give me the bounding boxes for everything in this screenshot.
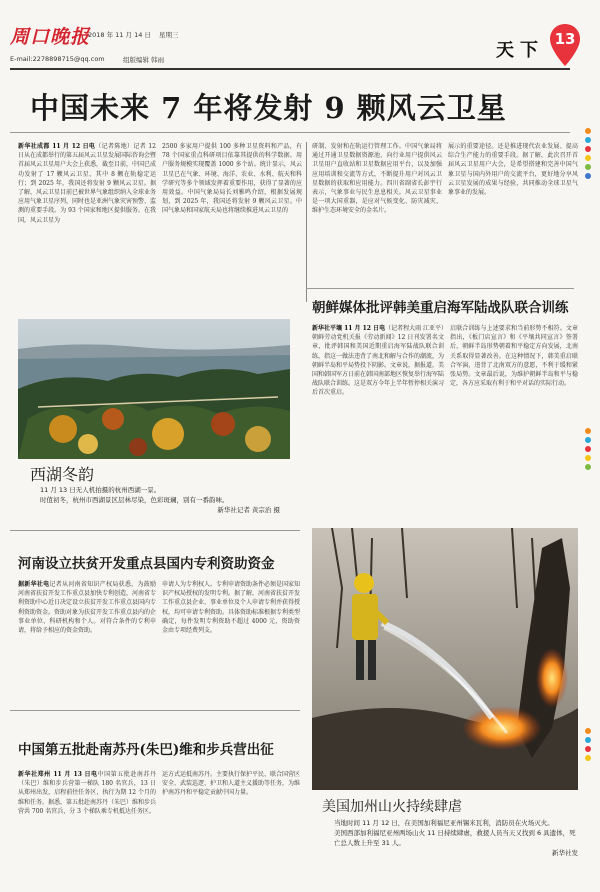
peacekeeping-text-2: 运方式运抵南苏丹。主要执行保护平民、联合国营区安全、武装巡逻、护卫和人道主义援助等任务，为维护南苏丹和平稳定贡献中国力量。 <box>162 771 300 797</box>
westlake-caption-1: 11 月 13 日无人机拍摄的杭州西湖一景。 <box>40 486 161 494</box>
masthead-logo: 周口晚报 <box>10 26 91 48</box>
wildfire-title: 美国加州山火持续肆虐 <box>322 799 462 815</box>
westlake-caption-2: 时值初冬，杭州市西湖景区层林尽染，色彩斑斓，别有一番韵味。 <box>40 496 229 504</box>
westlake-photo <box>18 319 290 459</box>
henan-text-2: 申请人为专利权人。专利申请资助条件必须是国家知识产权局授权的发明专利。据了解，河南省扶贫开发工作重点县企业、事业单位及个人申请专利并获得授权，均可申请专利资助。具体资助标准根据专利类型确定，每件发明专利资助不超过 4000 元，资助资金由专项经费列支。 <box>162 581 300 635</box>
lead-col-4 <box>448 142 578 284</box>
email-text: E-mail:2278898715@qq.com <box>10 55 105 63</box>
page-number: 13 <box>554 30 576 48</box>
peacekeeping-headline: 中国第五批赴南苏丹(朱巴)维和步兵营出征 <box>18 742 274 758</box>
decor-dot <box>585 446 591 452</box>
lead-col-1 <box>18 142 156 312</box>
henan-text-1: 记者从河南省知识产权局获悉，为鼓励河南省扶贫开发工作重点县加快专利创造，河南省专利资助中心近日决定设立扶贫开发工作重点县国内专利资助资金。资助对象为扶贫开发工作重点县内的企事业单位、科研机构和个人。对符合条件的专利申请，将给予相应的资金资助。 <box>18 581 156 635</box>
henan-col-2 <box>162 580 300 690</box>
korea-rule <box>306 288 574 289</box>
peacekeeping-rule <box>10 710 300 711</box>
korea-dateline: 新华社平壤 11 月 12 日电 <box>312 325 386 332</box>
section-title: 天下 <box>496 40 544 61</box>
decor-dot <box>585 137 591 143</box>
lead-col-3 <box>312 142 442 284</box>
decor-dot <box>585 437 591 443</box>
decor-dot <box>585 173 591 179</box>
decor-dot <box>585 455 591 461</box>
peacekeeping-col-1 <box>18 770 156 870</box>
col-divider <box>306 142 307 302</box>
peacekeeping-col-2 <box>162 770 300 870</box>
wildfire-caption <box>334 818 578 858</box>
lead-rule <box>10 132 570 133</box>
lead-headline: 中国未来 7 年将发射 9 颗风云卫星 <box>30 91 507 125</box>
decor-dot <box>585 164 591 170</box>
westlake-credit: 新华社记者 黄宗治 摄 <box>217 506 280 514</box>
decor-dot <box>585 155 591 161</box>
henan-dateline: 据新华社电 <box>18 581 50 588</box>
korea-text-2: 启联合训练与上述要求和当前形势不相符。文章指出，《板门店宣言》和《平壤共同宣言》签署后，朝鲜半岛形势朝着和平稳定方向发展，北南关系取得显著改善。在这种情况下，韩美重启联合军演，违背了北南双方的意愿，不利于缓和紧张局势。文章最后说，为维护朝鲜半岛和平与稳定，各方应采取有利于和平对话的实际行动。 <box>450 325 578 388</box>
westlake-title: 西湖冬韵 <box>30 465 95 484</box>
peacekeeping-text-1: 中国第五批赴南苏丹（朱巴）维和步兵营第一梯队 180 名官兵，13 日从郑州出发，启程前往任务区，执行为期 12 个月的维和任务。据悉，第五批赴南苏丹（朱巴）维和步兵营共 700 名官兵，分 3 个梯队乘专机抵达任务区。 <box>18 771 156 815</box>
header-rule <box>10 68 570 70</box>
korea-col-2 <box>450 324 578 524</box>
henan-rule <box>10 530 300 531</box>
westlake-caption <box>40 485 290 515</box>
decor-dot <box>585 728 591 734</box>
decor-dot <box>585 146 591 152</box>
lead-text-4: 展示的重要途径。还是推进现代农业发展、提高综合生产能力的重要手段。据了解，此次召开首届风云卫星用户大会，是希望搭建和完善中国气象卫星与国内外用户的交流平台，更好地分享风云卫星发展的成果与经验，共同推动全球卫星气象事业的发展。 <box>448 143 578 197</box>
korea-headline: 朝鲜媒体批评韩美重启海军陆战队联合训练 <box>312 300 569 316</box>
korea-col-1 <box>312 324 444 524</box>
issue-date <box>88 30 179 39</box>
lead-col-2 <box>162 142 302 312</box>
weekday-text: 星期三 <box>159 31 179 39</box>
wildfire-photo <box>312 528 578 790</box>
date-text: 2018 年 11 月 14 日 <box>88 31 151 39</box>
decor-dot <box>585 464 591 470</box>
wildfire-caption-1: 当地时间 11 月 12 日，在美国加利福尼亚州锡米瓦利，消防员在火场灭火。 <box>334 819 554 827</box>
lead-dateline: 新华社成都 11 月 12 日电 <box>18 143 96 150</box>
decor-dot <box>585 746 591 752</box>
decor-dot <box>585 428 591 434</box>
decor-dot <box>585 128 591 134</box>
lead-text-2: 2500 多家用户提供 100 多种卫星资料和产品，有 78 个国家重点科研项目依靠其提供的科学数据。用户服务规模实现覆盖 1000 多个站。统计显示，风云卫星已在气象、环境、海洋、农业、水利、航天和科学研究等多个领域发挥着重要作用，获得了显著的应用效益。中国气象局局长刘雅鸣介绍，根据发展规划，到 2025 年，我国还将发射 9 颗风云卫星。中国气象局和国家航天局也将继续推进风云卫星的 <box>162 143 302 215</box>
wildfire-caption-2: 美国西部加利福尼亚州两场山火 11 日持续肆虐，救援人员当天又找到 6 具遗体，死亡总人数上升至 31 人。 <box>334 829 576 847</box>
henan-headline: 河南设立扶贫开发重点县国内专利资助资金 <box>18 556 275 572</box>
lead-text-1: （记者陈地）记者 12 日从在成都举行的第五届风云卫星发展国际咨询会暨首届风云卫星用户大会上获悉，截至目前，中国已成功发射了 17 颗风云卫星，其中 8 颗在轨稳定运行；到 2025 年，我国还将发射 9 颗风云卫星。据了解，风云卫星目前已被世界气象组织纳入全球业务应用气象卫星序列，同时也是亚洲气象灾害预警、监测的重要手段。为 93 个国家和地区提供服务。在我国，风云卫星为 <box>18 143 156 224</box>
lead-text-3: 研制、发射和在轨运行管理工作。中国气象局将通过开通卫星数据资源池、向行业用户提供风云卫星用户直收站和卫星数据应用平台，以及加强应用培训和交流等方式，不断提升用户对风云卫星数据的获取和应用能力。四川省副省长彭宇行表示，气象事业与民生息息相关。风云卫星事业是一项大国重器，是应对气候变化、防灾减灾、维护生态环境安全的金名片。 <box>312 143 442 215</box>
korea-text-1: （记者程大雨 江亚平）朝鲜劳动党机关报《劳动新闻》12 日刊发署名文章，批评韩国和美国近期重启海军陆战队联合训练，指这一做法违背了南北和解与合作的潮流，为朝鲜半岛和平局势投下阴影。文章说，据报道，美国和韩国军方日前在韩国南部地区恢复举行海军陆战队联合训练。这是双方今年上半年暂停相关演习后首次重启。 <box>312 325 444 397</box>
peacekeeping-dateline: 新华社郑州 11 月 13 日电 <box>18 771 98 778</box>
editor-text: 组版编辑 韩雨 <box>123 56 165 64</box>
henan-col-1 <box>18 580 156 690</box>
decor-dot <box>585 755 591 761</box>
wildfire-credit: 新华社发 <box>552 849 578 857</box>
decor-dot <box>585 737 591 743</box>
